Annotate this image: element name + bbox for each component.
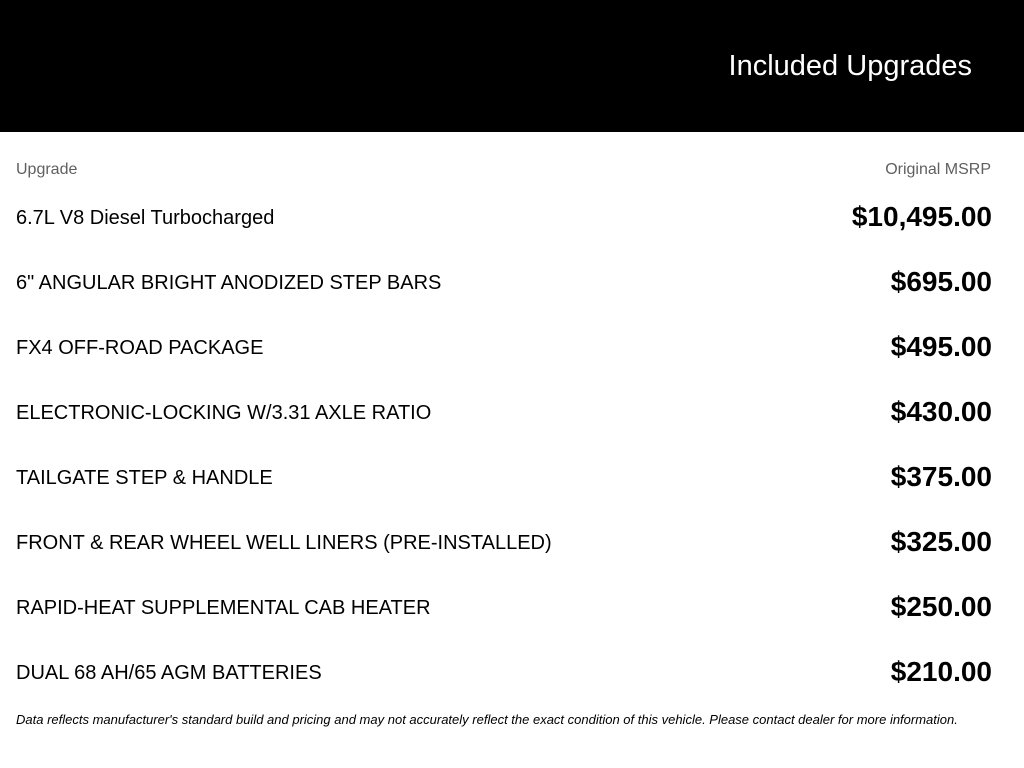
upgrade-price: $375.00 bbox=[890, 461, 992, 492]
upgrade-price: $495.00 bbox=[890, 331, 992, 362]
upgrade-price: $250.00 bbox=[890, 591, 992, 622]
table-row bbox=[16, 455, 992, 520]
upgrade-name: ELECTRONIC-LOCKING W/3.31 AXLE RATIO bbox=[16, 402, 432, 424]
header-banner bbox=[0, 0, 1024, 132]
upgrade-name: FRONT & REAR WHEEL WELL LINERS (PRE-INSTALLED) bbox=[16, 532, 552, 554]
upgrade-price: $695.00 bbox=[890, 266, 992, 297]
page-title: Included Upgrades bbox=[728, 50, 972, 82]
upgrade-price: $325.00 bbox=[890, 526, 992, 557]
upgrade-price: $10,495.00 bbox=[851, 201, 992, 232]
upgrades-table bbox=[16, 195, 992, 715]
disclaimer-text: Data reflects manufacturer's standard build and pricing and may not accurately reflect the exact condition of this vehicle. Please contact dealer for more information. bbox=[16, 712, 958, 727]
table-column-headers bbox=[16, 159, 991, 181]
upgrade-name: FX4 OFF-ROAD PACKAGE bbox=[16, 337, 264, 359]
table-row bbox=[16, 650, 992, 715]
table-row bbox=[16, 520, 992, 585]
upgrade-price: $430.00 bbox=[890, 396, 992, 427]
upgrade-name: 6" ANGULAR BRIGHT ANODIZED STEP BARS bbox=[16, 272, 442, 294]
table-row bbox=[16, 195, 992, 260]
upgrade-name: DUAL 68 AH/65 AGM BATTERIES bbox=[16, 662, 322, 684]
table-row bbox=[16, 260, 992, 325]
table-row bbox=[16, 585, 992, 650]
column-header-upgrade: Upgrade bbox=[16, 161, 78, 178]
column-header-original-msrp: Original MSRP bbox=[885, 161, 991, 178]
upgrade-name: TAILGATE STEP & HANDLE bbox=[16, 467, 273, 489]
upgrade-name: RAPID-HEAT SUPPLEMENTAL CAB HEATER bbox=[16, 597, 431, 619]
table-row bbox=[16, 325, 992, 390]
table-row bbox=[16, 390, 992, 455]
upgrade-price: $210.00 bbox=[890, 656, 992, 687]
upgrade-name: 6.7L V8 Diesel Turbocharged bbox=[16, 207, 275, 229]
